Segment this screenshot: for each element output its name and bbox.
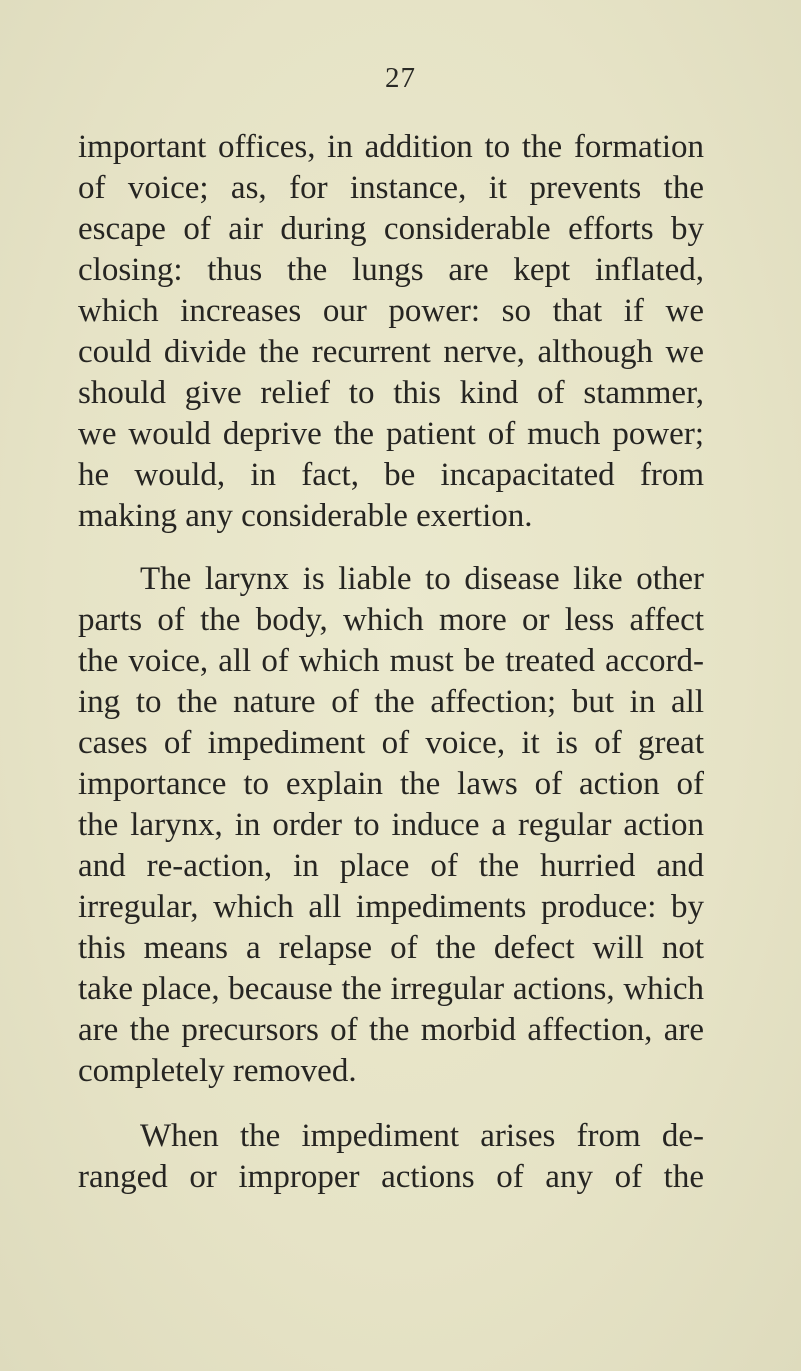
- text-line: When the impediment arises from de-: [140, 1118, 704, 1154]
- text-line: take place, because the irregular actions, which: [78, 971, 704, 1007]
- text-line: should give relief to this kind of stammer,: [78, 375, 704, 411]
- text-line: closing: thus the lungs are kept inflated,: [78, 252, 704, 288]
- text-line: are the precursors of the morbid affection, are: [78, 1012, 704, 1048]
- page-number: 27: [385, 62, 416, 94]
- text-line: of voice; as, for instance, it prevents the: [78, 170, 704, 206]
- text-line: he would, in fact, be incapacitated from: [78, 457, 704, 493]
- text-line: parts of the body, which more or less affect: [78, 602, 704, 638]
- text-line: ranged or improper actions of any of the: [78, 1159, 704, 1195]
- text-line: which increases our power: so that if we: [78, 293, 704, 329]
- text-line: could divide the recurrent nerve, although we: [78, 334, 704, 370]
- text-line: ing to the nature of the affection; but in all: [78, 684, 704, 720]
- text-line: cases of impediment of voice, it is of great: [78, 725, 704, 761]
- text-line: importance to explain the laws of action of: [78, 766, 704, 802]
- text-line: irregular, which all impediments produce: by: [78, 889, 704, 925]
- text-line: making any considerable exertion.: [78, 498, 533, 534]
- text-line: The larynx is liable to disease like other: [140, 561, 704, 597]
- text-line: important offices, in addition to the formation: [78, 129, 704, 165]
- text-line: the voice, all of which must be treated accord-: [78, 643, 704, 679]
- text-line: the larynx, in order to induce a regular action: [78, 807, 704, 843]
- text-line: and re-action, in place of the hurried and: [78, 848, 704, 884]
- text-line: we would deprive the patient of much power;: [78, 416, 704, 452]
- text-line: escape of air during considerable efforts by: [78, 211, 704, 247]
- text-line: this means a relapse of the defect will not: [78, 930, 704, 966]
- text-line: completely removed.: [78, 1053, 357, 1089]
